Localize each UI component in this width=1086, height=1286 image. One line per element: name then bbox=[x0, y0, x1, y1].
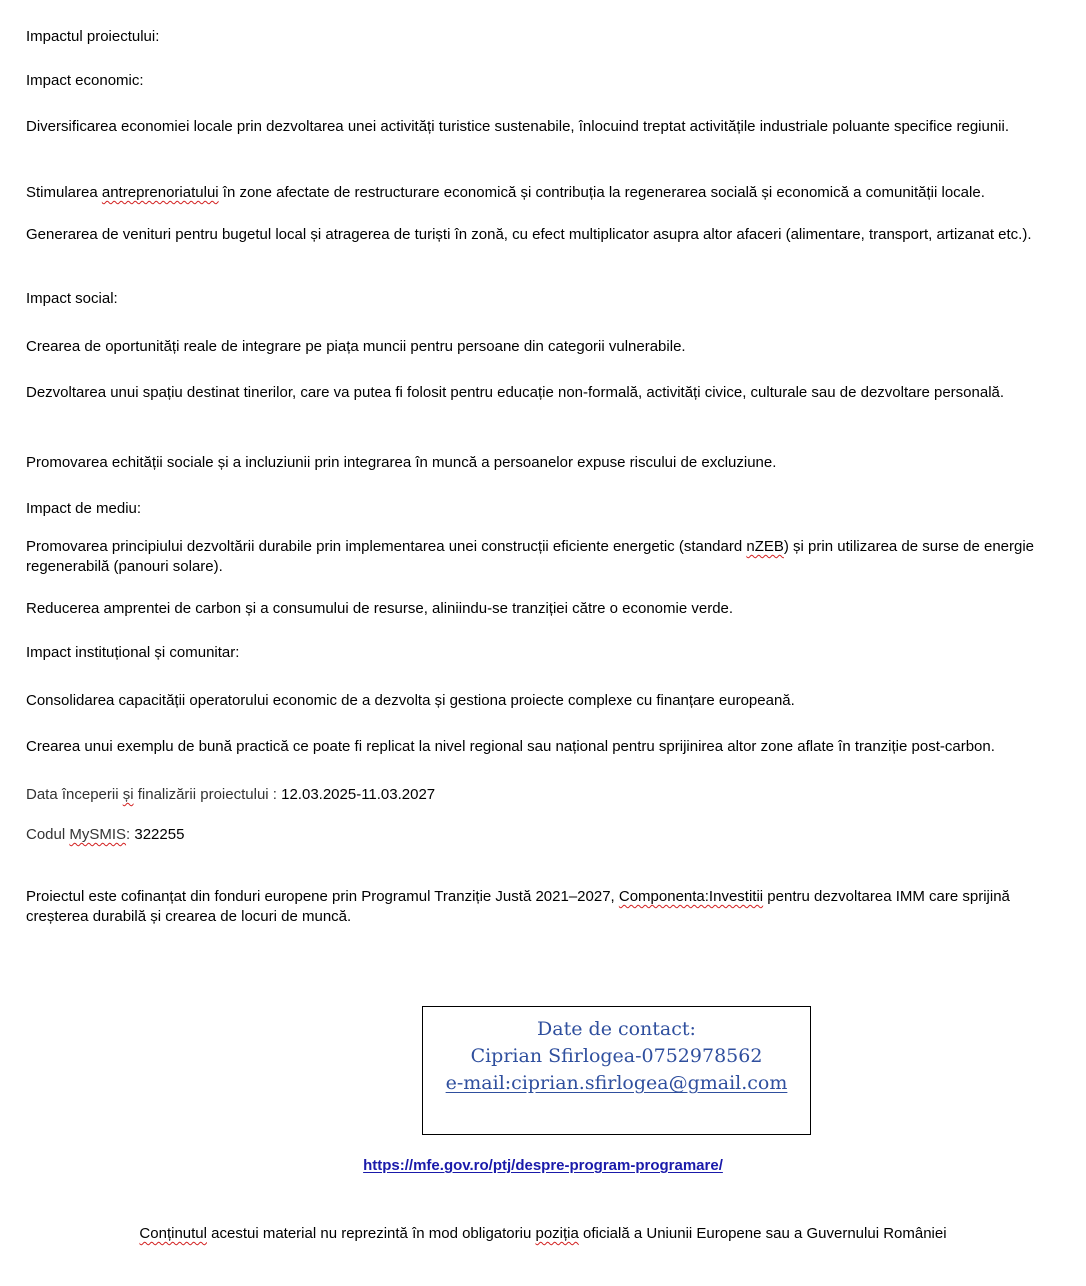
social-paragraph-1: Crearea de oportunități reale de integrare pe piața muncii pentru persoane din categorii vulnerabile. bbox=[26, 338, 686, 355]
disclaimer: Conținutul acestui material nu reprezintă în mod obligatoriu poziția oficială a Uniunii Europene sau a Guvernului României bbox=[139, 1225, 947, 1242]
social-paragraph-3: Promovarea echității sociale și a incluziunii prin integrarea în muncă a persoanelor expuse riscului de excluziune. bbox=[26, 454, 777, 471]
spellcheck-word: și bbox=[122, 786, 134, 803]
social-heading: Impact social: bbox=[26, 290, 118, 307]
spellcheck-word: Componenta:Investitii bbox=[618, 888, 764, 905]
spellcheck-word: antreprenoriatului bbox=[101, 184, 219, 201]
institutional-paragraph-1: Consolidarea capacității operatorului economic de a dezvolta și gestiona proiecte complexe cu finanțare europeană. bbox=[26, 692, 795, 709]
contact-title: Date de contact: bbox=[537, 1018, 696, 1040]
mysmis-code-value: 322255 bbox=[134, 826, 185, 843]
mysmis-code: Codul MySMIS: 322255 bbox=[26, 826, 185, 843]
contact-name-phone: Ciprian Sfirlogea-0752978562 bbox=[470, 1045, 763, 1067]
contact-box bbox=[422, 1006, 811, 1135]
institutional-paragraph-2: Crearea unui exemplu de bună practică ce poate fi replicat la nivel regional sau național pentru sprijinirea altor zone aflate în tranziție post-carbon. bbox=[26, 738, 995, 755]
institutional-heading: Impact instituțional și comunitar: bbox=[26, 644, 240, 661]
environment-heading: Impact de mediu: bbox=[26, 500, 142, 517]
economic-paragraph-3: Generarea de venituri pentru bugetul local și atragerea de turiști în zonă, cu efect multiplicator asupra altor afaceri (alimentare, transport, artizanat etc.). bbox=[26, 226, 1032, 243]
spellcheck-word: nZEB bbox=[746, 538, 784, 555]
funding-statement: Proiectul este cofinanțat din fonduri europene prin Programul Tranziție Justă 2021–2027, Componenta:Investitii pentru dezvoltarea IMM care sprijină creșterea durabilă și crearea de locuri de muncă. bbox=[26, 888, 1010, 925]
project-dates: Data începerii și finalizării proiectului : 12.03.2025-11.03.2027 bbox=[26, 786, 436, 803]
spellcheck-word: poziția bbox=[535, 1225, 579, 1242]
environment-paragraph-2: Reducerea amprentei de carbon și a consumului de resurse, aliniindu-se tranziției către o economie verde. bbox=[26, 600, 734, 617]
economic-paragraph-1: Diversificarea economiei locale prin dezvoltarea unei activități turistice sustenabile, înlocuind treptat activitățile industriale poluante specifice regiunii. bbox=[26, 118, 1010, 135]
environment-paragraph-1: Promovarea principiului dezvoltării durabile prin implementarea unei construcții eficiente energetic (standard nZEB) și prin utilizarea de surse de energie regenerabilă (panouri solare). bbox=[26, 538, 1035, 575]
impact-heading: Impactul proiectului: bbox=[26, 28, 160, 45]
spellcheck-word: Conținutul bbox=[139, 1225, 207, 1242]
project-dates-value: 12.03.2025-11.03.2027 bbox=[281, 786, 436, 803]
economic-paragraph-2: Stimularea antreprenoriatului în zone afectate de restructurare economică și contribuția la regenerarea socială și economică a comunității locale. bbox=[26, 184, 985, 201]
contact-email-link[interactable]: e-mail:ciprian.sfirlogea@gmail.com bbox=[445, 1072, 788, 1094]
program-link[interactable]: https://mfe.gov.ro/ptj/despre-program-programare/ bbox=[363, 1157, 723, 1174]
social-paragraph-2: Dezvoltarea unui spațiu destinat tinerilor, care va putea fi folosit pentru educație non-formală, activități civice, culturale sau de dezvoltare personală. bbox=[26, 384, 1005, 401]
economic-heading: Impact economic: bbox=[26, 72, 144, 89]
spellcheck-word: MySMIS bbox=[69, 826, 127, 843]
